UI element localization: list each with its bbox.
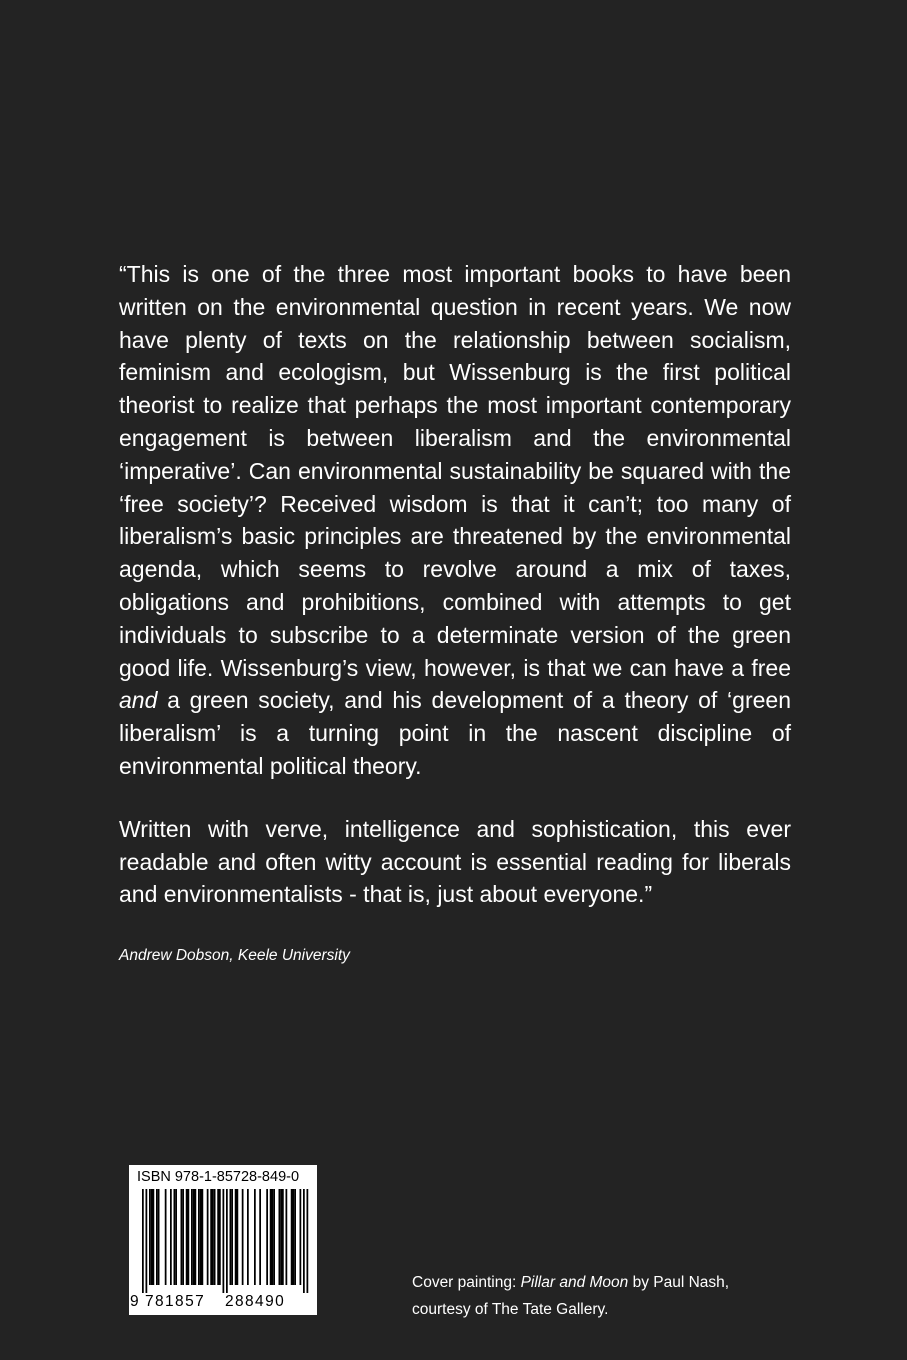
barcode-bar	[273, 1189, 275, 1285]
cover-credit	[412, 1269, 729, 1323]
cover-credit-line-2: courtesy of The Tate Gallery.	[412, 1301, 609, 1318]
barcode-bar	[247, 1189, 249, 1285]
barcode-bar	[291, 1189, 293, 1285]
barcode-bar	[294, 1189, 296, 1285]
barcode-digit-group-1: 781857	[145, 1293, 206, 1310]
barcode-bar	[279, 1189, 281, 1285]
cover-credit-prefix: Cover painting:	[412, 1274, 517, 1291]
isbn-label: ISBN 978-1-85728-849-0	[137, 1169, 300, 1185]
barcode-bar	[300, 1189, 302, 1285]
barcode-guard-bar	[142, 1189, 144, 1293]
barcode-guard-bar	[146, 1189, 148, 1293]
painting-title: Pillar and Moon	[520, 1274, 629, 1291]
barcode-bar	[165, 1189, 167, 1285]
barcode-bar	[254, 1189, 256, 1285]
cover-credit-artist: by Paul Nash,	[632, 1274, 730, 1291]
barcode-bar	[158, 1189, 160, 1285]
barcode-bar	[212, 1189, 214, 1285]
barcode-bar	[286, 1189, 288, 1285]
barcode-bar	[191, 1189, 193, 1285]
barcode-bars	[137, 1189, 309, 1293]
barcode-bar	[235, 1189, 237, 1285]
barcode-guard-bar	[307, 1189, 309, 1293]
quote-attribution: Andrew Dobson, Keele University	[119, 947, 350, 964]
barcode-bar	[272, 1189, 274, 1285]
barcode-bar	[282, 1189, 284, 1285]
barcode-bar	[198, 1189, 200, 1285]
quote-emphasis: and	[119, 687, 158, 714]
cover-credit-line-1	[412, 1269, 729, 1296]
barcode-guard-bar	[226, 1189, 228, 1293]
barcode-bar	[280, 1189, 282, 1285]
barcode-bar	[195, 1189, 197, 1285]
quote-text-1a: “This is one of the three most important books to have been written on the environmental question in recent years. We now have plenty of texts on the relationship between socialism, feminism and ecologism, but Wissenburg is the first political theorist to realize that perhaps the most important contemporary engagement is between liberalism and the environmental ‘imperative’. Can environmental sustainability be squared with the ‘free society’? Received wisdom is that it can’t; too many of liberalism’s basic principles are threatened by the environmental agenda, which seems to revolve around a mix of taxes, obligations and prohibitions, combined with attempts to get individuals to subscribe to a determinate version of the green good life. Wissenburg’s view, however, is that we can have a free	[119, 261, 791, 681]
barcode-bar	[149, 1189, 151, 1285]
barcode-bar	[188, 1189, 190, 1285]
barcode-bar	[214, 1189, 216, 1285]
quote-text-1b: a green society, and his development of a theory of ‘green liberalism’ is a turning point in the nascent discipline of environmental political theory.	[119, 687, 791, 779]
barcode-guard-bar	[303, 1189, 305, 1293]
barcode-bar	[182, 1189, 184, 1285]
isbn-barcode	[129, 1165, 317, 1315]
barcode-bar	[217, 1189, 219, 1285]
quote-paragraph-1	[119, 258, 791, 783]
quote-paragraph-2: Written with verve, intelligence and sophistication, this ever readable and often witty account is essential reading for liberals and environmentalists - that is, just about everyone.”	[119, 815, 791, 908]
barcode-bar	[193, 1189, 195, 1285]
barcode-bar	[200, 1189, 202, 1285]
barcode-bar	[231, 1189, 233, 1285]
barcode-bar	[202, 1189, 204, 1285]
barcode-bar	[293, 1189, 295, 1285]
endorsement-quote	[119, 258, 791, 911]
barcode-bar	[181, 1189, 183, 1285]
barcode-bar	[230, 1189, 232, 1285]
barcode-digit-lead: 9	[130, 1293, 141, 1310]
barcode-bar	[153, 1189, 155, 1285]
barcode-bar	[175, 1189, 177, 1285]
barcode-guard-bar	[223, 1189, 225, 1293]
barcode-bar	[219, 1189, 221, 1285]
barcode-bar	[259, 1189, 261, 1285]
barcode-bar	[151, 1189, 153, 1285]
barcode-bar	[156, 1189, 158, 1285]
barcode-bar	[242, 1189, 244, 1285]
barcode-bar	[210, 1189, 212, 1285]
barcode-digit-group-2: 288490	[225, 1293, 286, 1310]
barcode-bar	[186, 1189, 188, 1285]
barcode-bar	[207, 1189, 209, 1285]
barcode-bar	[266, 1189, 268, 1285]
barcode-bar	[237, 1189, 239, 1285]
barcode-bar	[270, 1189, 272, 1285]
barcode-bar	[170, 1189, 172, 1285]
barcode-bar	[174, 1189, 176, 1285]
